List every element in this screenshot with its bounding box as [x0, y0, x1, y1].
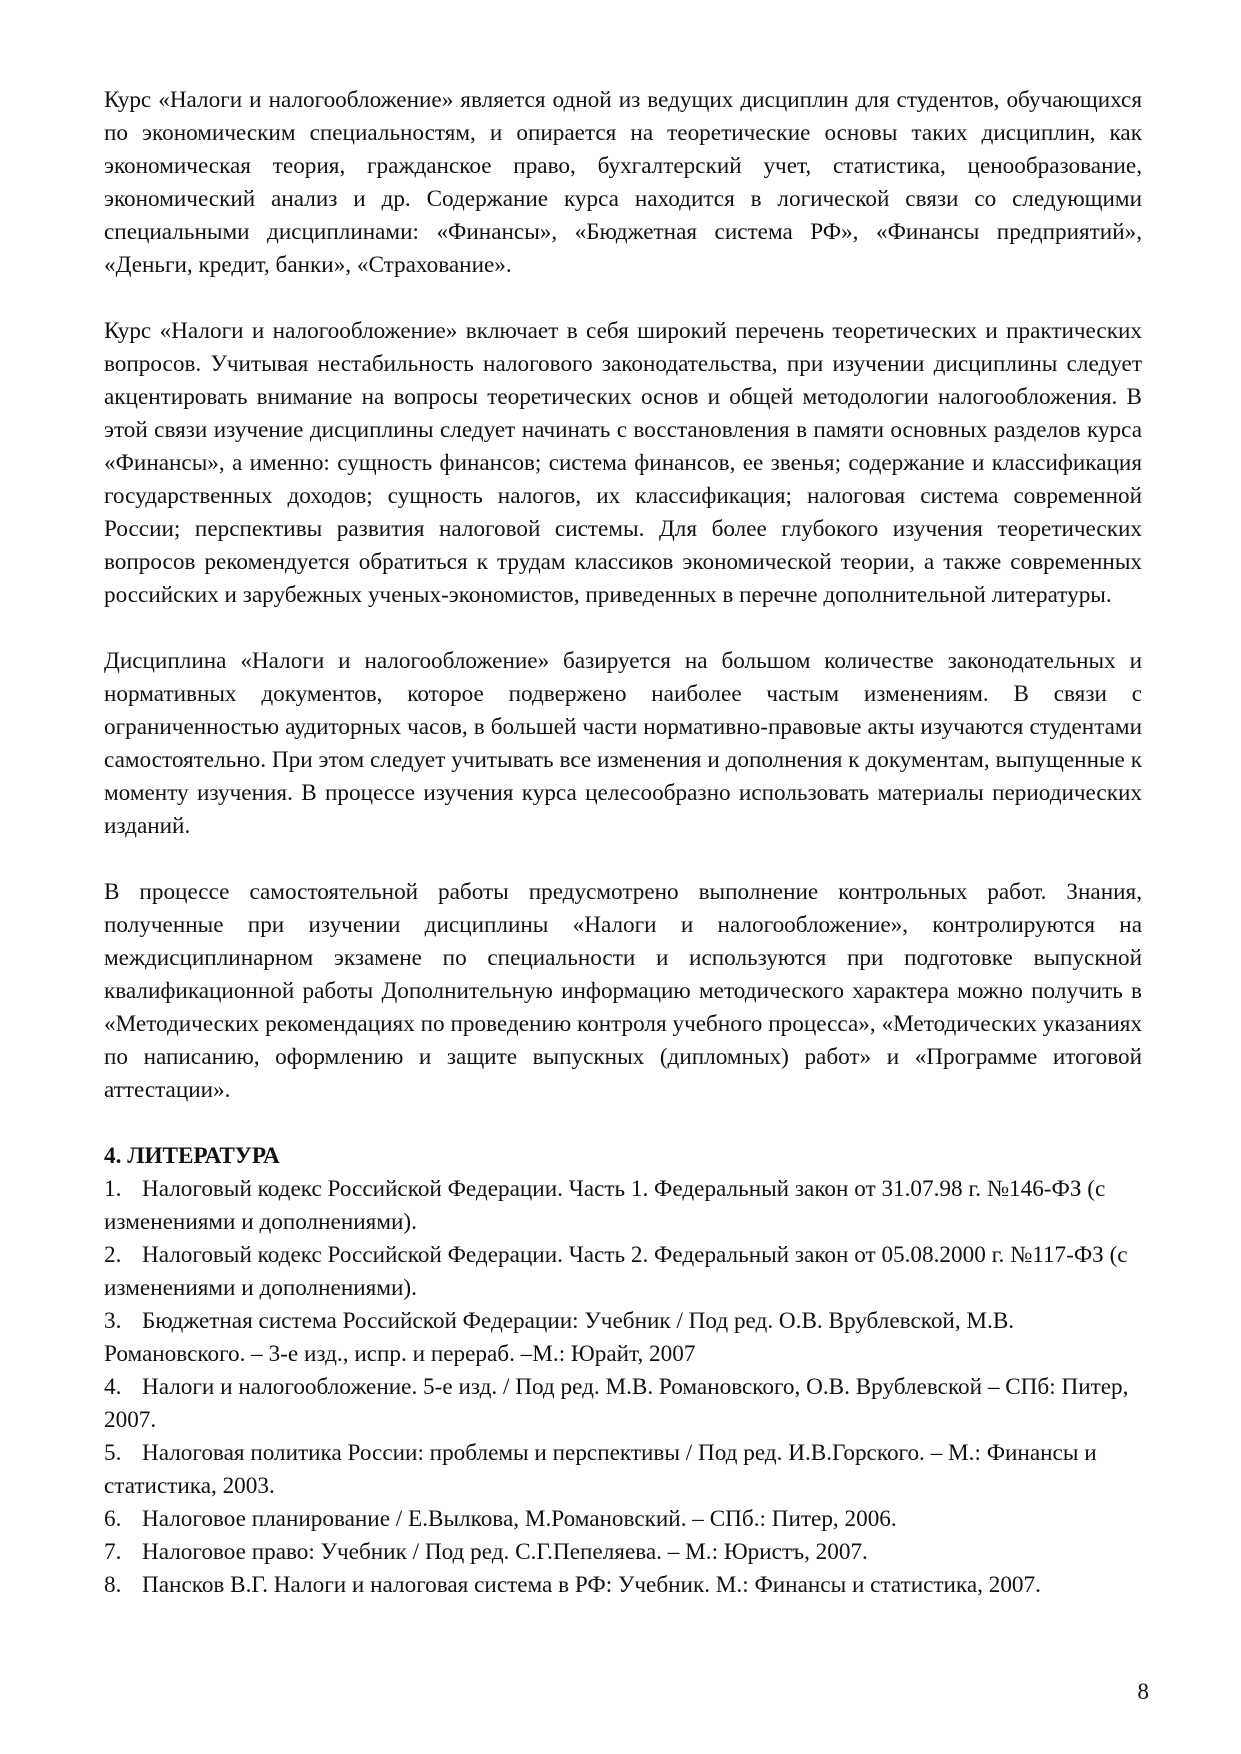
page-number: 8: [1137, 1679, 1149, 1705]
literature-item-number: 7.: [104, 1539, 122, 1565]
literature-item-number: 3.: [104, 1308, 122, 1334]
literature-list: [104, 1173, 1142, 1602]
literature-item-text: Бюджетная система Российской Федерации: Учебник / Под ред. О.В. Врублевской, М.В. Романовского. – 3-е изд., испр. и перераб. –М.: Юрайт, 2007: [104, 1308, 1015, 1367]
literature-item-text: Налоговый кодекс Российской Федерации. Часть 1. Федеральный закон от 31.07.98 г. №146-ФЗ (с изменениями и дополнениями).: [104, 1176, 1106, 1235]
paragraph-course-overview: Курс «Налоги и налогообложение» является одной из ведущих дисциплин для студентов, обучающихся по экономическим специальностям, и опирается на теоретические основы таких дисциплин, как экономическая теория, гражданское право, бухгалтерский учет, статистика, ценообразование, экономический анализ и др. Содержание курса находится в логической связи со следующими специальными дисциплинами: «Финансы», «Бюджетная система РФ», «Финансы предприятий», «Деньги, кредит, банки», «Страхование».: [104, 87, 1142, 278]
literature-item: [104, 1536, 1142, 1569]
document-page: [104, 84, 1142, 1602]
literature-item-number: 1.: [104, 1176, 122, 1202]
literature-item-text: Пансков В.Г. Налоги и налоговая система в РФ: Учебник. М.: Финансы и статистика, 2007.: [142, 1572, 1041, 1598]
literature-item-number: 6.: [104, 1506, 122, 1532]
literature-item-text: Налоговое планирование / Е.Вылкова, М.Романовский. – СПб.: Питер, 2006.: [142, 1506, 897, 1532]
literature-heading: 4. ЛИТЕРАТУРА: [104, 1143, 280, 1169]
literature-item: [104, 1305, 1142, 1371]
literature-item: [104, 1239, 1142, 1305]
literature-item: [104, 1569, 1142, 1602]
literature-item-number: 8.: [104, 1572, 122, 1598]
paragraph-independent-work: В процессе самостоятельной работы предусмотрено выполнение контрольных работ. Знания, полученные при изучении дисциплины «Налоги и налогообложение», контролируются на междисциплинарном экзамене по специальности и используются при подготовке выпускной квалификационной работы Дополнительную информацию методического характера можно получить в «Методических рекомендациях по проведению контроля учебного процесса», «Методических указаниях по написанию, оформлению и защите выпускных (дипломных) работ» и «Программе итоговой аттестации».: [104, 879, 1142, 1103]
paragraph-legislation: Дисциплина «Налоги и налогообложение» базируется на большом количестве законодательных и нормативных документов, которое подвержено наиболее частым изменениям. В связи с ограниченностью аудиторных часов, в большей части нормативно-правовые акты изучаются студентами самостоятельно. При этом следует учитывать все изменения и дополнения к документам, выпущенные к моменту изучения. В процессе изучения курса целесообразно использовать материалы периодических изданий.: [104, 648, 1142, 839]
literature-item: [104, 1503, 1142, 1536]
literature-item: [104, 1371, 1142, 1437]
literature-item-text: Налоговый кодекс Российской Федерации. Часть 2. Федеральный закон от 05.08.2000 г. №117-ФЗ (с изменениями и дополнениями).: [104, 1242, 1128, 1301]
literature-item-text: Налоги и налогообложение. 5-е изд. / Под ред. М.В. Романовского, О.В. Врублевской – СПб: Питер, 2007.: [104, 1374, 1129, 1433]
literature-item-text: Налоговое право: Учебник / Под ред. С.Г.Пепеляева. – М.: Юристъ, 2007.: [142, 1539, 868, 1565]
paragraph-course-content: Курс «Налоги и налогообложение» включает в себя широкий перечень теоретических и практических вопросов. Учитывая нестабильность налогового законодательства, при изучении дисциплины следует акцентировать внимание на вопросы теоретических основ и общей методологии налогообложения. В этой связи изучение дисциплины следует начинать с восстановления в памяти основных разделов курса «Финансы», а именно: сущность финансов; система финансов, ее звенья; содержание и классификация государственных доходов; сущность налогов, их классификация; налоговая система современной России; перспективы развития налоговой системы. Для более глубокого изучения теоретических вопросов рекомендуется обратиться к трудам классиков экономической теории, а также современных российских и зарубежных ученых-экономистов, приведенных в перечне дополнительной литературы.: [104, 318, 1142, 608]
literature-item-number: 2.: [104, 1242, 122, 1268]
literature-item-number: 5.: [104, 1440, 122, 1466]
literature-item-number: 4.: [104, 1374, 122, 1400]
literature-item: [104, 1173, 1142, 1239]
literature-item-text: Налоговая политика России: проблемы и перспективы / Под ред. И.В.Горского. – М.: Финансы и статистика, 2003.: [104, 1440, 1097, 1499]
literature-item: [104, 1437, 1142, 1503]
